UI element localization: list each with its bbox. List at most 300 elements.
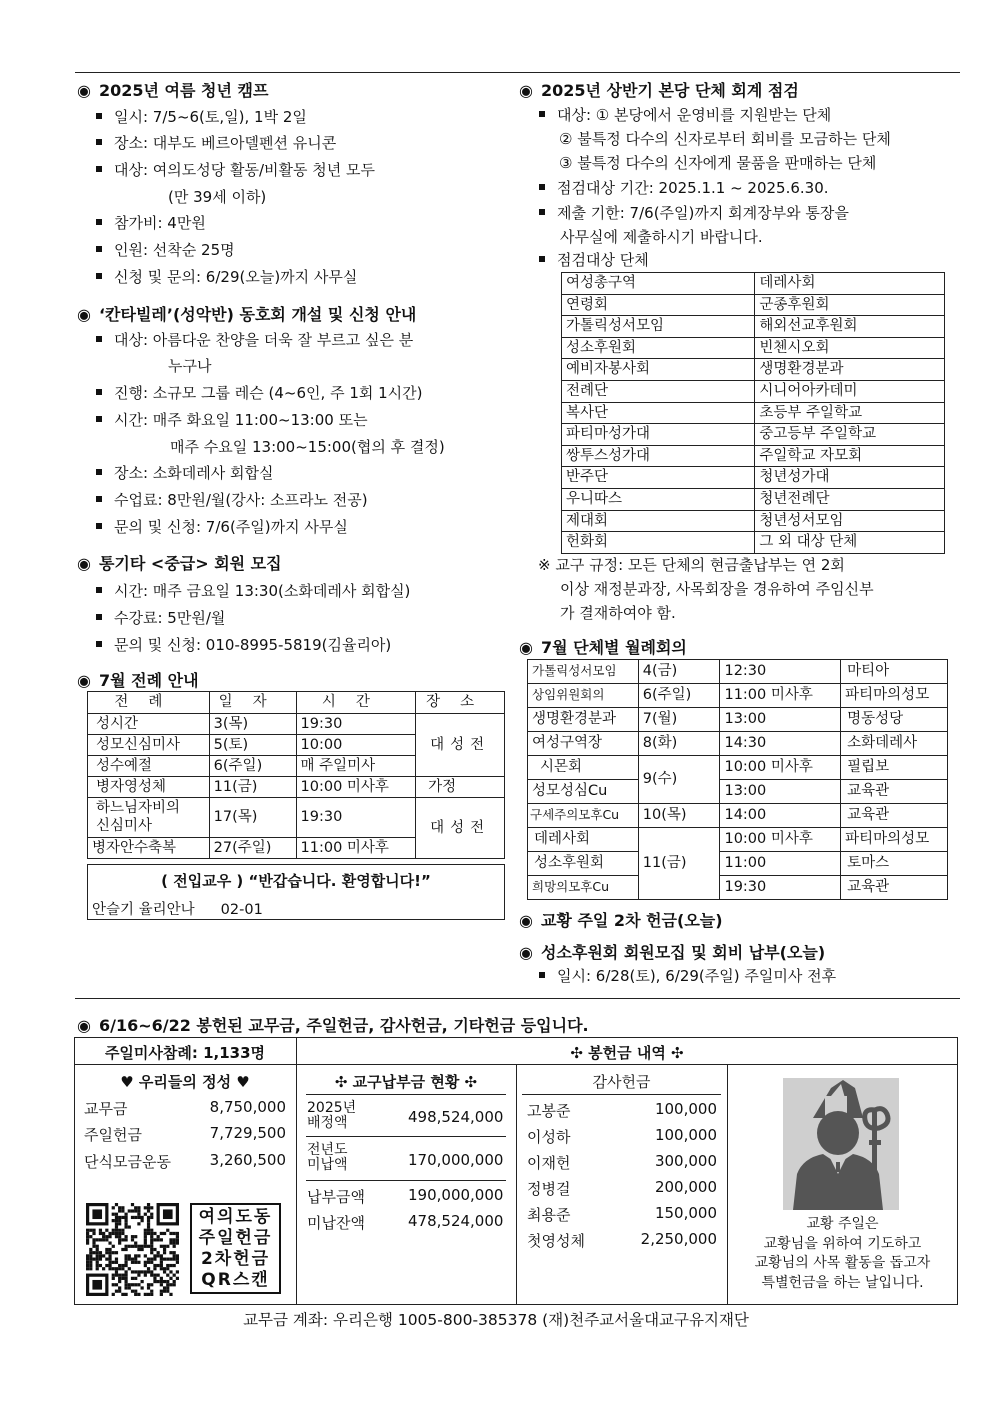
qr-module bbox=[118, 1238, 121, 1241]
qr-module bbox=[112, 1267, 115, 1270]
qr-module bbox=[115, 1270, 118, 1273]
qr-module bbox=[157, 1254, 160, 1257]
pope-sunday-text: 교황 주일은 교황님을 위하여 기도하고 교황님의 사목 활동을 돕고자 특별헌금을 하는 날입니다. bbox=[754, 1216, 931, 1291]
qr-module bbox=[89, 1267, 92, 1270]
qr-module bbox=[118, 1241, 121, 1244]
audit-title: ◉ 2025년 상반기 본당 단체 회계 점검 bbox=[519, 81, 799, 100]
table-row: 병자안수축복 27(주일) 11:00 미사후 bbox=[88, 838, 505, 859]
qr-module bbox=[121, 1277, 124, 1280]
qr-module bbox=[124, 1225, 127, 1228]
diocese-value: 190,000,000 bbox=[408, 1186, 504, 1204]
qr-module bbox=[173, 1254, 176, 1257]
diocese-title: ✣ 교구납부금 현황 ✣ bbox=[334, 1073, 478, 1091]
qr-module bbox=[147, 1222, 150, 1225]
qr-module bbox=[169, 1232, 172, 1235]
qr-module bbox=[115, 1290, 118, 1293]
qr-module bbox=[147, 1209, 150, 1212]
qr-module bbox=[92, 1241, 95, 1244]
audit-rule3: 가 결재하여야 함. bbox=[560, 604, 676, 622]
vocation-item: 일시: 6/28(토), 6/29(주일) 주일미사 전후 bbox=[539, 965, 836, 986]
vocation-title: ◉ 성소후원회 회원모집 및 회비 납부(오늘) bbox=[519, 943, 826, 962]
table-row: 생명환경분과 7(월) 13:00 명동성당 bbox=[528, 708, 948, 732]
table-row: 성소후원회 11:00 토마스 bbox=[528, 852, 948, 876]
qr-module bbox=[89, 1261, 92, 1264]
group-name-cell: 쌍투스성가대 bbox=[562, 445, 755, 467]
qr-module bbox=[118, 1235, 121, 1238]
pope-illustration-icon bbox=[783, 1078, 899, 1210]
cantabile-target-cont: 누구나 bbox=[168, 357, 212, 375]
group-name-cell: 복사단 bbox=[562, 402, 755, 424]
qr-module bbox=[89, 1235, 92, 1238]
qr-module bbox=[96, 1248, 99, 1251]
qr-module bbox=[96, 1261, 99, 1264]
qr-module bbox=[157, 1274, 160, 1277]
qr-module bbox=[169, 1264, 172, 1267]
qr-module bbox=[105, 1248, 108, 1251]
qr-module bbox=[147, 1225, 150, 1228]
bullseye-icon: ◉ bbox=[77, 671, 91, 690]
qr-module bbox=[144, 1274, 147, 1277]
qr-module bbox=[160, 1232, 163, 1235]
qr-module bbox=[137, 1270, 140, 1273]
qr-module bbox=[157, 1264, 160, 1267]
qr-module bbox=[150, 1270, 153, 1273]
qr-code-icon[interactable] bbox=[86, 1203, 179, 1296]
qr-module bbox=[153, 1280, 156, 1283]
audit-target2: ② 불특정 다수의 신자로부터 회비를 모금하는 단체 bbox=[559, 130, 891, 148]
qr-module bbox=[144, 1229, 147, 1232]
qr-module bbox=[124, 1270, 127, 1273]
qr-module bbox=[150, 1245, 153, 1248]
audit-rule2: 이상 재정분과장, 사목회장을 경유하여 주임신부 bbox=[560, 580, 874, 598]
bullseye-icon: ◉ bbox=[77, 305, 91, 324]
qr-module bbox=[134, 1261, 137, 1264]
qr-module bbox=[176, 1254, 179, 1257]
qr-module bbox=[131, 1290, 134, 1293]
qr-module bbox=[169, 1277, 172, 1280]
qr-module bbox=[112, 1206, 115, 1209]
qr-module bbox=[173, 1251, 176, 1254]
group-name-cell-right: 시니어아카데미 bbox=[755, 380, 945, 402]
guitar-item: 시간: 매주 금요일 13:30(소화데레사 회합실) bbox=[96, 580, 410, 601]
qr-module bbox=[153, 1254, 156, 1257]
qr-module bbox=[176, 1232, 179, 1235]
qr-module bbox=[144, 1245, 147, 1248]
qr-module bbox=[105, 1229, 108, 1232]
audit-groups-body bbox=[562, 273, 945, 554]
qr-module bbox=[96, 1238, 99, 1241]
audit-item: 제출 기한: 7/6(주일)까지 회계장부와 통장을 bbox=[539, 202, 849, 223]
qr-module bbox=[118, 1232, 121, 1235]
qr-module bbox=[169, 1283, 172, 1286]
qr-module bbox=[92, 1232, 95, 1235]
qr-module bbox=[118, 1267, 121, 1270]
qr-module bbox=[144, 1235, 147, 1238]
group-name-cell: 여성총구역 bbox=[562, 273, 755, 295]
audit-item: 점검대상 기간: 2025.1.1 ~ 2025.6.30. bbox=[539, 177, 829, 198]
qr-module bbox=[108, 1251, 111, 1254]
qr-module bbox=[121, 1248, 124, 1251]
camp-item: 대상: 여의도성당 활동/비활동 청년 모두 bbox=[96, 159, 375, 180]
qr-module bbox=[141, 1219, 144, 1222]
group-name-cell-right: 주일학교 자모회 bbox=[755, 445, 945, 467]
qr-module bbox=[99, 1238, 102, 1241]
thanks-title: 감사헌금 bbox=[592, 1073, 651, 1091]
qr-module bbox=[153, 1232, 156, 1235]
camp-target-cont: (만 39세 이하) bbox=[168, 188, 267, 206]
qr-module bbox=[121, 1209, 124, 1212]
qr-module bbox=[137, 1283, 140, 1286]
square-bullet-icon bbox=[539, 972, 545, 978]
table-row: 하느님자비의 신심미사 17(목) 19:30 대성전 bbox=[88, 798, 505, 838]
qr-module bbox=[124, 1293, 127, 1296]
qr-module bbox=[160, 1290, 163, 1293]
diocese-label: 납부금액 bbox=[307, 1188, 365, 1206]
qr-module bbox=[137, 1293, 140, 1296]
header-cell: 전례 bbox=[88, 692, 210, 714]
square-bullet-icon bbox=[96, 113, 102, 119]
group-name-cell-right: 데레사회 bbox=[755, 273, 945, 295]
qr-module bbox=[173, 1280, 176, 1283]
details-title: ✣ 봉헌금 내역 ✣ bbox=[570, 1044, 684, 1062]
table-row bbox=[562, 294, 945, 316]
qr-module bbox=[137, 1274, 140, 1277]
divider bbox=[306, 1136, 506, 1137]
qr-module bbox=[144, 1241, 147, 1244]
square-bullet-icon bbox=[96, 523, 102, 529]
qr-module bbox=[173, 1232, 176, 1235]
qr-module bbox=[92, 1258, 95, 1261]
qr-module bbox=[128, 1267, 131, 1270]
qr-module bbox=[99, 1251, 102, 1254]
qr-module bbox=[150, 1293, 153, 1296]
qr-module bbox=[134, 1293, 137, 1296]
qr-module bbox=[169, 1238, 172, 1241]
qr-module bbox=[118, 1274, 121, 1277]
meeting-title: ◉ 7월 단체별 월례회의 bbox=[519, 638, 687, 657]
qr-module bbox=[134, 1290, 137, 1293]
offering-title: ◉ 6/16~6/22 봉헌된 교무금, 주일헌금, 감사헌금, 기타헌금 등입니다. bbox=[77, 1016, 589, 1035]
qr-module bbox=[163, 1248, 166, 1251]
qr-module bbox=[166, 1245, 169, 1248]
camp-item: 인원: 선착순 25명 bbox=[96, 239, 235, 260]
qr-module bbox=[137, 1206, 140, 1209]
qr-module bbox=[153, 1274, 156, 1277]
qr-module bbox=[131, 1261, 134, 1264]
qr-module bbox=[124, 1248, 127, 1251]
qr-module bbox=[173, 1245, 176, 1248]
qr-module bbox=[121, 1264, 124, 1267]
group-name-cell: 헌화회 bbox=[562, 532, 755, 554]
qr-module bbox=[86, 1261, 89, 1264]
qr-module bbox=[89, 1248, 92, 1251]
list-item: 최용준 150,000 bbox=[527, 1204, 717, 1224]
qr-module bbox=[176, 1270, 179, 1273]
square-bullet-icon bbox=[96, 219, 102, 225]
qr-module bbox=[169, 1293, 172, 1296]
header-cell: 시간 bbox=[296, 692, 416, 714]
qr-module bbox=[118, 1206, 121, 1209]
qr-module bbox=[128, 1254, 131, 1257]
qr-module bbox=[176, 1235, 179, 1238]
qr-module bbox=[124, 1283, 127, 1286]
qr-module bbox=[118, 1286, 121, 1289]
qr-module bbox=[150, 1274, 153, 1277]
square-bullet-icon bbox=[96, 389, 102, 395]
qr-module bbox=[150, 1235, 153, 1238]
qr-module bbox=[121, 1232, 124, 1235]
qr-module bbox=[124, 1245, 127, 1248]
qr-module bbox=[153, 1258, 156, 1261]
qr-module bbox=[153, 1264, 156, 1267]
bottom-rule bbox=[75, 998, 960, 999]
qr-module bbox=[163, 1290, 166, 1293]
list-item: 이성하 100,000 bbox=[527, 1126, 717, 1146]
cantabile-item: 시간: 매주 화요일 11:00~13:00 또는 bbox=[96, 409, 368, 430]
diocese-label: 전년도 미납액 bbox=[307, 1142, 348, 1173]
qr-module bbox=[134, 1254, 137, 1257]
qr-module bbox=[131, 1277, 134, 1280]
qr-module bbox=[160, 1277, 163, 1280]
qr-module bbox=[131, 1209, 134, 1212]
table-row: 가톨릭성서모임 4(금) 12:30 마티아 bbox=[528, 660, 948, 684]
qr-module bbox=[134, 1283, 137, 1286]
qr-module bbox=[124, 1264, 127, 1267]
list-item: 주일헌금 7,729,500 bbox=[84, 1124, 286, 1144]
group-name-cell-right: 생명환경분과 bbox=[755, 359, 945, 381]
qr-module bbox=[153, 1238, 156, 1241]
header-cell: 일자 bbox=[209, 692, 296, 714]
qr-module bbox=[173, 1274, 176, 1277]
qr-module bbox=[112, 1277, 115, 1280]
meeting-table bbox=[527, 659, 948, 900]
qr-module bbox=[147, 1216, 150, 1219]
square-bullet-icon bbox=[96, 469, 102, 475]
list-item: 교무금 8,750,000 bbox=[84, 1098, 286, 1118]
qr-module bbox=[150, 1248, 153, 1251]
cantabile-item: 장소: 소화데레사 회합실 bbox=[96, 462, 274, 483]
qr-module bbox=[137, 1261, 140, 1264]
qr-module bbox=[150, 1213, 153, 1216]
qr-module bbox=[147, 1232, 150, 1235]
qr-module bbox=[134, 1245, 137, 1248]
table-row bbox=[562, 337, 945, 359]
qr-module bbox=[166, 1283, 169, 1286]
qr-module bbox=[137, 1254, 140, 1257]
qr-module bbox=[108, 1267, 111, 1270]
qr-module bbox=[144, 1293, 147, 1296]
group-name-cell-right: 청년성가대 bbox=[755, 467, 945, 489]
qr-module bbox=[137, 1213, 140, 1216]
bullseye-icon: ◉ bbox=[77, 1016, 91, 1035]
cantabile-title: ◉ ‘칸타빌레’(성악반) 동호회 개설 및 신청 안내 bbox=[77, 305, 417, 324]
qr-module bbox=[108, 1248, 111, 1251]
guitar-item: 문의 및 신청: 010-8995-5819(김율리아) bbox=[96, 634, 391, 655]
square-bullet-icon bbox=[96, 587, 102, 593]
qr-module bbox=[147, 1219, 150, 1222]
divider bbox=[516, 1064, 517, 1305]
qr-module bbox=[86, 1238, 89, 1241]
qr-module bbox=[166, 1286, 169, 1289]
qr-module bbox=[108, 1235, 111, 1238]
qr-module bbox=[86, 1267, 89, 1270]
qr-module bbox=[124, 1286, 127, 1289]
qr-module bbox=[150, 1258, 153, 1261]
qr-module bbox=[108, 1254, 111, 1257]
qr-module bbox=[118, 1290, 121, 1293]
qr-module bbox=[150, 1232, 153, 1235]
qr-module bbox=[137, 1209, 140, 1212]
qr-module bbox=[115, 1219, 118, 1222]
table-row: 성수예절 6(주일) 매 주일미사 bbox=[88, 756, 505, 777]
square-bullet-icon bbox=[96, 139, 102, 145]
qr-module bbox=[124, 1254, 127, 1257]
cantabile-item: 수업료: 8만원/월(강사: 소프라노 전공) bbox=[96, 489, 368, 510]
qr-module bbox=[115, 1267, 118, 1270]
top-rule bbox=[75, 72, 960, 73]
group-name-cell: 반주단 bbox=[562, 467, 755, 489]
qr-module bbox=[141, 1280, 144, 1283]
qr-module bbox=[163, 1286, 166, 1289]
group-name-cell-right: 청년성서모임 bbox=[755, 510, 945, 532]
qr-module bbox=[150, 1290, 153, 1293]
qr-module bbox=[144, 1270, 147, 1273]
qr-module bbox=[105, 1235, 108, 1238]
qr-module bbox=[160, 1254, 163, 1257]
qr-module bbox=[173, 1241, 176, 1244]
qr-module bbox=[134, 1277, 137, 1280]
qr-module bbox=[128, 1286, 131, 1289]
qr-module bbox=[173, 1264, 176, 1267]
qr-module bbox=[105, 1264, 108, 1267]
qr-module bbox=[137, 1222, 140, 1225]
qr-module bbox=[124, 1213, 127, 1216]
qr-module bbox=[131, 1258, 134, 1261]
guitar-item: 수강료: 5만원/월 bbox=[96, 607, 225, 628]
qr-module bbox=[115, 1274, 118, 1277]
list-item: 고봉준 100,000 bbox=[527, 1100, 717, 1120]
qr-module bbox=[173, 1283, 176, 1286]
square-bullet-icon bbox=[96, 246, 102, 252]
liturgy-title: ◉ 7월 전례 안내 bbox=[77, 671, 199, 690]
qr-module bbox=[121, 1206, 124, 1209]
square-bullet-icon bbox=[96, 614, 102, 620]
qr-module bbox=[176, 1277, 179, 1280]
square-bullet-icon bbox=[539, 184, 545, 190]
group-name-cell: 전례단 bbox=[562, 380, 755, 402]
qr-module bbox=[157, 1280, 160, 1283]
table-row bbox=[562, 380, 945, 402]
qr-module bbox=[160, 1238, 163, 1241]
table-row: 병자영성체 11(금) 10:00 미사후 가정 bbox=[88, 777, 505, 798]
qr-module bbox=[131, 1245, 134, 1248]
welcome-title: ( 전입교우 ) “반갑습니다. 환영합니다!” bbox=[161, 872, 431, 890]
qr-module bbox=[144, 1261, 147, 1264]
qr-module bbox=[166, 1264, 169, 1267]
qr-module bbox=[102, 1232, 105, 1235]
bullseye-icon: ◉ bbox=[519, 638, 533, 657]
qr-module bbox=[124, 1219, 127, 1222]
qr-module bbox=[128, 1258, 131, 1261]
qr-module bbox=[89, 1251, 92, 1254]
qr-module bbox=[89, 1254, 92, 1257]
qr-module bbox=[131, 1203, 134, 1206]
qr-module bbox=[150, 1261, 153, 1264]
cantabile-item: 대상: 아름다운 찬양을 더욱 잘 부르고 싶은 분 bbox=[96, 329, 413, 350]
qr-module bbox=[86, 1235, 89, 1238]
qr-module bbox=[153, 1267, 156, 1270]
qr-module bbox=[176, 1241, 179, 1244]
qr-module bbox=[160, 1283, 163, 1286]
table-row: 성모성심Cu 13:00 교육관 bbox=[528, 780, 948, 804]
qr-module bbox=[99, 1264, 102, 1267]
qr-module bbox=[160, 1267, 163, 1270]
qr-module bbox=[112, 1232, 115, 1235]
qr-module bbox=[150, 1238, 153, 1241]
table-row bbox=[562, 510, 945, 532]
qr-module bbox=[137, 1248, 140, 1251]
diocese-label: 2025년 배정액 bbox=[307, 1100, 357, 1131]
qr-module bbox=[147, 1203, 150, 1206]
qr-module bbox=[147, 1206, 150, 1209]
qr-module bbox=[96, 1254, 99, 1257]
qr-module bbox=[141, 1245, 144, 1248]
qr-module bbox=[128, 1283, 131, 1286]
qr-module bbox=[141, 1248, 144, 1251]
group-name-cell-right: 그 외 대상 단체 bbox=[755, 532, 945, 554]
qr-module bbox=[86, 1264, 89, 1267]
qr-module bbox=[115, 1232, 118, 1235]
qr-module bbox=[134, 1209, 137, 1212]
diocese-value: 170,000,000 bbox=[408, 1151, 504, 1169]
qr-module bbox=[160, 1245, 163, 1248]
group-name-cell-right: 청년전례단 bbox=[755, 488, 945, 510]
qr-module bbox=[118, 1216, 121, 1219]
qr-module bbox=[118, 1219, 121, 1222]
qr-module bbox=[96, 1251, 99, 1254]
qr-module bbox=[112, 1245, 115, 1248]
qr-module bbox=[124, 1258, 127, 1261]
table-row bbox=[562, 488, 945, 510]
qr-module bbox=[134, 1235, 137, 1238]
qr-module bbox=[99, 1232, 102, 1235]
qr-module bbox=[96, 1245, 99, 1248]
qr-module bbox=[105, 1238, 108, 1241]
qr-module bbox=[173, 1258, 176, 1261]
qr-module bbox=[118, 1277, 121, 1280]
qr-module bbox=[99, 1254, 102, 1257]
qr-module bbox=[102, 1267, 105, 1270]
table-row bbox=[562, 402, 945, 424]
table-row bbox=[562, 273, 945, 295]
square-bullet-icon bbox=[96, 641, 102, 647]
qr-module bbox=[147, 1283, 150, 1286]
square-bullet-icon bbox=[96, 416, 102, 422]
qr-module bbox=[128, 1209, 131, 1212]
qr-module bbox=[86, 1258, 89, 1261]
group-name-cell-right: 군종후원회 bbox=[755, 294, 945, 316]
qr-module bbox=[160, 1293, 163, 1296]
bullseye-icon: ◉ bbox=[519, 943, 533, 962]
square-bullet-icon bbox=[539, 256, 545, 262]
qr-module bbox=[121, 1293, 124, 1296]
table-row bbox=[562, 445, 945, 467]
qr-module bbox=[124, 1274, 127, 1277]
qr-module bbox=[92, 1238, 95, 1241]
qr-module bbox=[150, 1241, 153, 1244]
diocese-value: 498,524,000 bbox=[408, 1108, 504, 1126]
qr-module bbox=[147, 1245, 150, 1248]
